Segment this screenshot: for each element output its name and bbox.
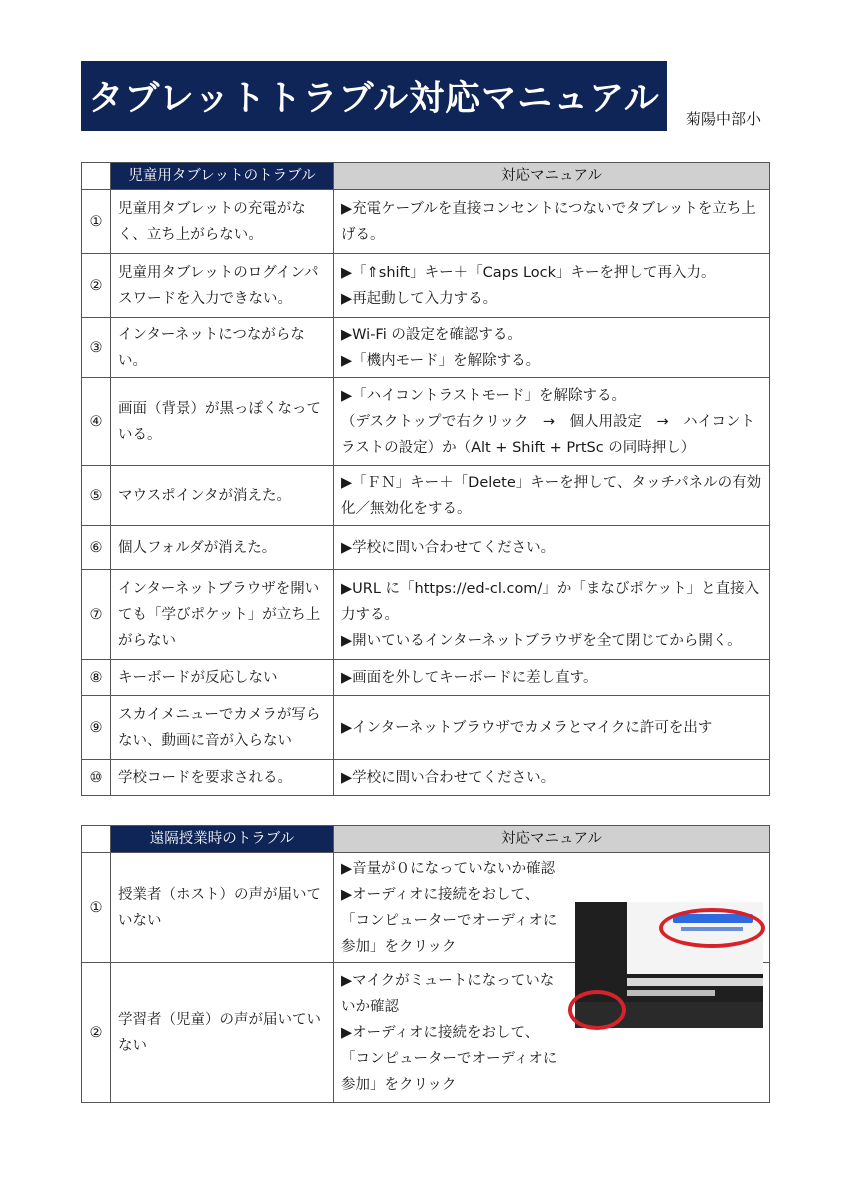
solution-cell xyxy=(334,378,770,466)
solution-line: ▶学校に問い合わせてください。 xyxy=(341,769,556,786)
solution-line: ▶開いているインターネットブラウザを全て閉じてから開く。 xyxy=(341,632,742,649)
table-row xyxy=(82,526,770,570)
solution-line: 「コンピューターでオーディオに参加」をクリック xyxy=(341,912,558,955)
solution-cell xyxy=(334,318,770,378)
solution-line: ▶URL に「https://ed-cl.com/」か「まなびポケット」と直接入力する。 xyxy=(341,580,760,623)
problem-cell: 授業者（ホスト）の声が届いていない xyxy=(111,853,334,963)
school-name: 菊陽中部小 xyxy=(686,110,762,128)
page-title: タブレットトラブル対応マニュアル xyxy=(81,61,667,131)
header-blank-cell xyxy=(82,826,111,853)
problem-header: 児童用タブレットのトラブル xyxy=(111,163,334,190)
table-row xyxy=(82,378,770,466)
problem-header: 遠隔授業時のトラブル xyxy=(111,826,334,853)
solution-line: ▶「機内モード」を解除する。 xyxy=(341,352,541,369)
highlight-circle-icon xyxy=(659,908,765,948)
problem-cell: 画面（背景）が黒っぽくなっている。 xyxy=(111,378,334,466)
row-number: ⑨ xyxy=(82,696,111,760)
solution-cell xyxy=(334,254,770,318)
problem-cell: インターネットブラウザを開いても「学びポケット」が立ち上がらない xyxy=(111,570,334,660)
solution-header: 対応マニュアル xyxy=(334,163,770,190)
solution-line: ▶マイクがミュートになっていないか確認 xyxy=(341,972,555,1015)
table-row xyxy=(82,466,770,526)
row-number: ⑦ xyxy=(82,570,111,660)
problem-cell: キーボードが反応しない xyxy=(111,660,334,696)
solution-line: （デスクトップで右クリック → 個人用設定 → ハイコントラストの設定）か（Alt + Shift + PrtSc の同時押し） xyxy=(341,413,756,456)
solution-cell xyxy=(334,190,770,254)
problem-cell: 学校コードを要求される。 xyxy=(111,760,334,796)
row-number: ① xyxy=(82,853,111,963)
solution-line: ▶「ＦＮ」キー＋「Delete」キーを押して、タッチパネルの有効化／無効化をする。 xyxy=(341,474,762,517)
table-row xyxy=(82,696,770,760)
solution-cell xyxy=(334,696,770,760)
solution-cell xyxy=(334,660,770,696)
row-number: ⑧ xyxy=(82,660,111,696)
problem-cell: マウスポインタが消えた。 xyxy=(111,466,334,526)
tablet-trouble-table xyxy=(81,162,770,796)
problem-cell: インターネットにつながらない。 xyxy=(111,318,334,378)
solution-line: ▶学校に問い合わせてください。 xyxy=(341,539,556,556)
table-row xyxy=(82,760,770,796)
problem-cell: 児童用タブレットの充電がなく、立ち上がらない。 xyxy=(111,190,334,254)
row-number: ⑩ xyxy=(82,760,111,796)
text-strip-image xyxy=(627,990,715,996)
table-row xyxy=(82,190,770,254)
table-row xyxy=(82,660,770,696)
problem-cell: 個人フォルダが消えた。 xyxy=(111,526,334,570)
problem-cell: スカイメニューでカメラが写らない、動画に音が入らない xyxy=(111,696,334,760)
row-number: ① xyxy=(82,190,111,254)
checkbox-strip-image xyxy=(627,978,763,986)
solution-line: ▶再起動して入力する。 xyxy=(341,290,498,307)
problem-cell: 児童用タブレットのログインパスワードを入力できない。 xyxy=(111,254,334,318)
solution-line: ▶音量が０になっていないか確認 xyxy=(341,860,556,877)
header-blank-cell xyxy=(82,163,111,190)
solution-line: 「コンピューターでオーディオに参加」をクリック xyxy=(341,1050,558,1093)
row-number: ② xyxy=(82,963,111,1103)
solution-cell xyxy=(334,570,770,660)
table-row xyxy=(82,570,770,660)
solution-header: 対応マニュアル xyxy=(334,826,770,853)
row-number: ④ xyxy=(82,378,111,466)
solution-line: ▶画面を外してキーボードに差し直す。 xyxy=(341,669,598,686)
table-row xyxy=(82,254,770,318)
solution-line: ▶インターネットブラウザでカメラとマイクに許可を出す xyxy=(341,719,713,736)
solution-line: ▶オーディオに接続をおして、 xyxy=(341,1024,540,1041)
row-number: ⑤ xyxy=(82,466,111,526)
solution-cell xyxy=(334,526,770,570)
solution-line: ▶オーディオに接続をおして、 xyxy=(341,886,540,903)
solution-line: ▶充電ケーブルを直接コンセントにつないでタブレットを立ち上げる。 xyxy=(341,200,756,243)
solution-cell xyxy=(334,466,770,526)
row-number: ⑥ xyxy=(82,526,111,570)
solution-line: ▶Wi-Fi の設定を確認する。 xyxy=(341,326,522,343)
row-number: ② xyxy=(82,254,111,318)
row-number: ③ xyxy=(82,318,111,378)
highlight-circle-icon xyxy=(568,990,626,1030)
solution-line: ▶「⇑shift」キー＋「Caps Lock」キーを押して再入力。 xyxy=(341,264,716,281)
solution-line: ▶「ハイコントラストモード」を解除する。 xyxy=(341,387,627,404)
table-row xyxy=(82,318,770,378)
problem-cell: 学習者（児童）の声が届いていない xyxy=(111,963,334,1103)
solution-cell xyxy=(334,760,770,796)
